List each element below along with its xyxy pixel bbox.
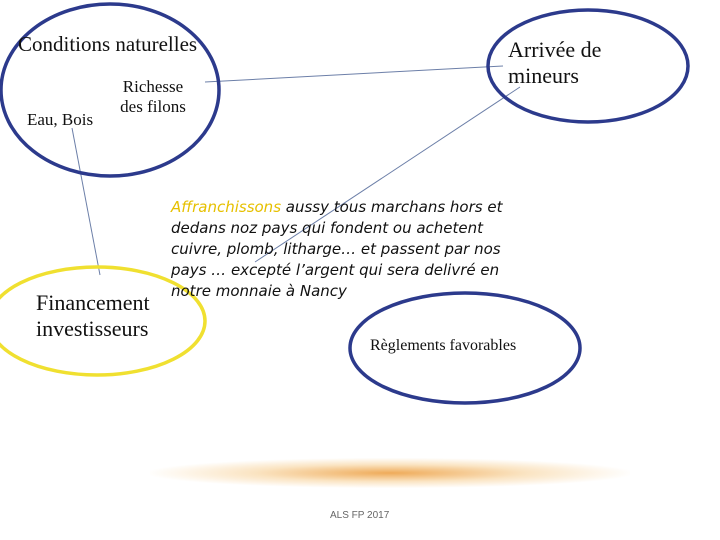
- connector-richesse-arrivee: [205, 66, 503, 82]
- footer-text: ALS FP 2017: [330, 510, 390, 521]
- connector-eau-financement: [72, 128, 100, 275]
- quote-body: aussy tous marchans hors et dedans noz pays qui fondent ou achetent cuivre, plomb, litharge… et passent par nos pays … excepté l’argent qui sera delivré en notre monnaie à Nancy: [171, 198, 503, 300]
- label-eau-bois: Eau, Bois: [27, 110, 94, 129]
- label-arrivee-mineurs: Arrivée de mineurs: [508, 37, 602, 88]
- label-conditions-naturelles: Conditions naturelles: [18, 32, 198, 56]
- label-richesse-filons: Richesse des filons: [120, 77, 186, 116]
- quote-text: [171, 197, 531, 302]
- label-reglements-favorables: Règlements favorables: [370, 337, 517, 354]
- label-financement-investisseurs: Financement investisseurs: [36, 290, 150, 341]
- quote-highlight: Affranchissons: [171, 198, 282, 216]
- footer-decorative-bar: [150, 458, 630, 488]
